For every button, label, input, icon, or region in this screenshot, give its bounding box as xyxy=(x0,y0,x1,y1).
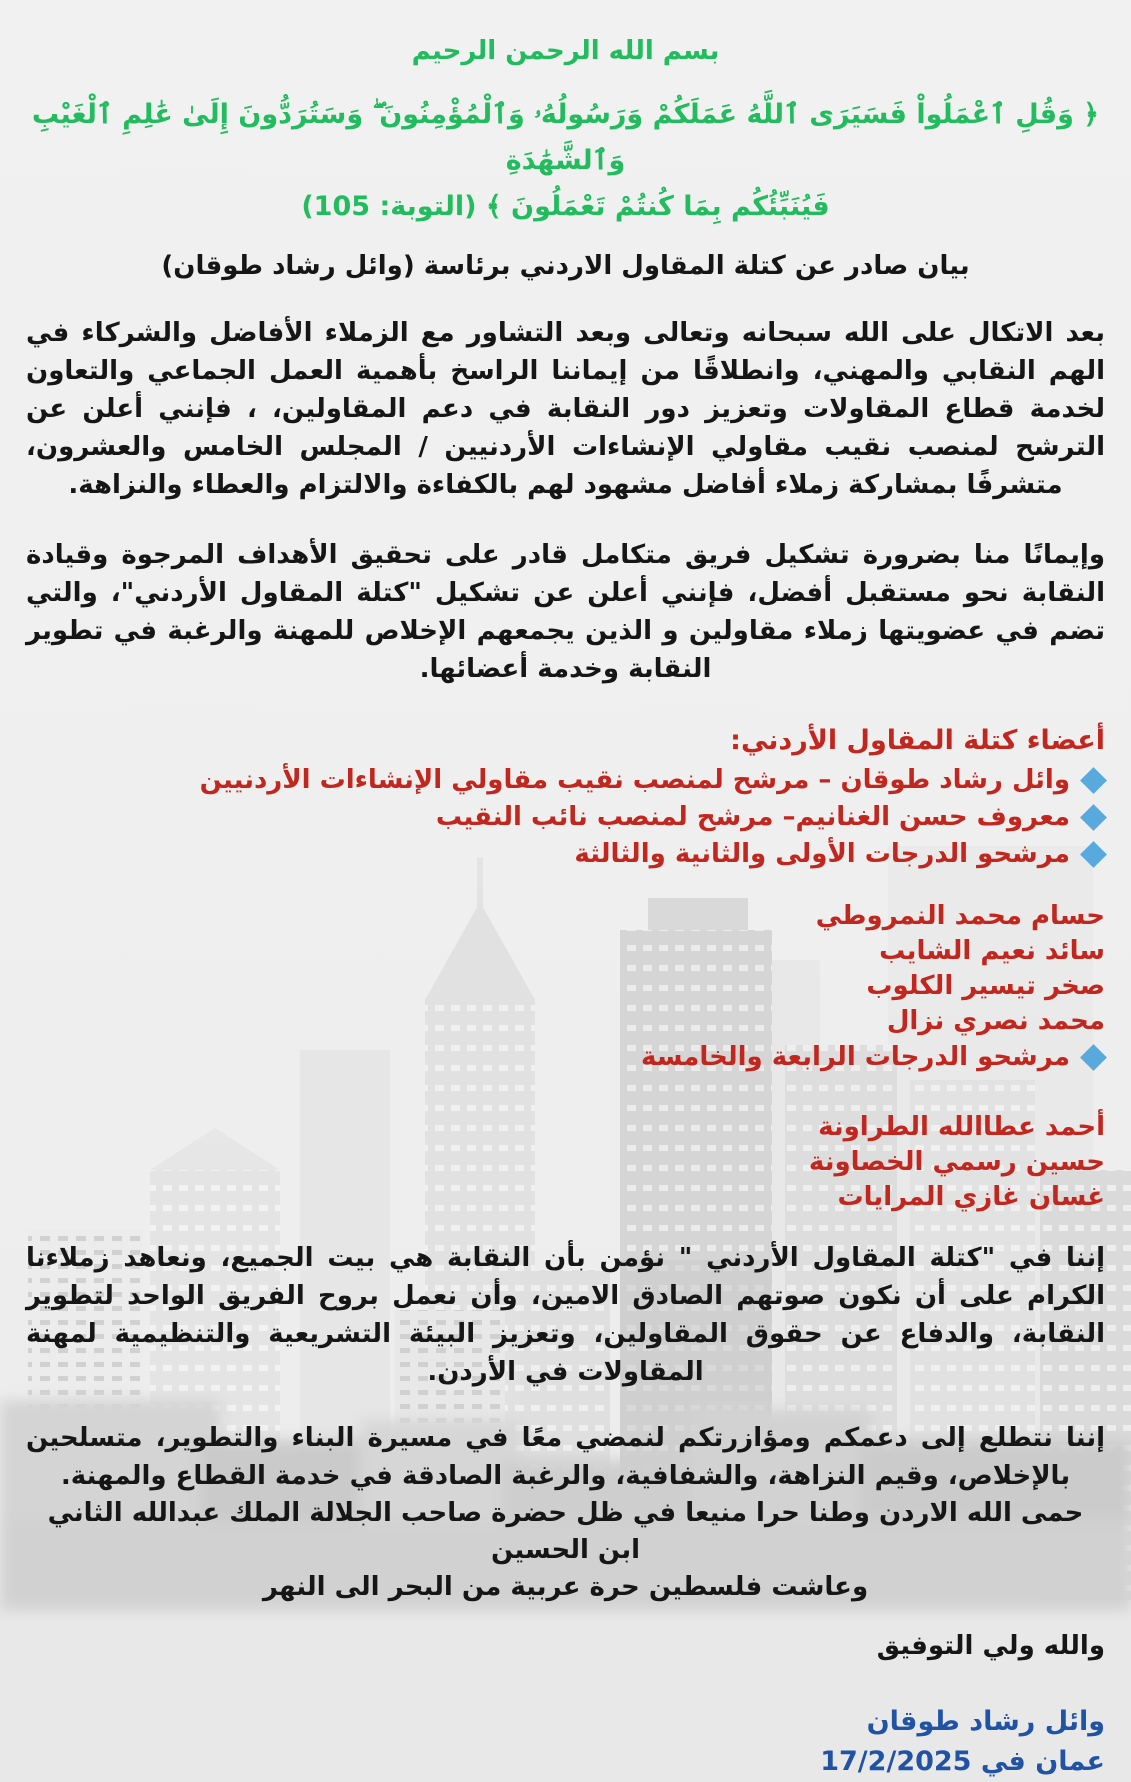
member-name: حسام محمد النمروطي xyxy=(815,901,1105,931)
member-name: غسان غازي المرايات xyxy=(837,1182,1105,1212)
closing-line: والله ولي التوفيق xyxy=(876,1631,1105,1661)
paragraph-support: إننا نتطلع إلى دعمكم ومؤازرتكم لنمضي معًا في مسيرة البناء والتطوير، متسلحين بالإخلاص، وقيم النزاهة، والشفافية، والرغبة الصادقة في خدمة القطاع والمهنة. xyxy=(26,1423,1105,1491)
quran-verse-line2: فَيُنَبِّئُكُم بِمَا كُنتُمْ تَعْمَلُونَ ﴾ (التوبة: 105) xyxy=(301,191,830,222)
paragraph-values: إننا في "كتلة المقاول الأردني " نؤمن بأن النقابة هي بيت الجميع، ونعاهد زملاءنا الكرام على أن نكون صوتهم الصادق الامين، وأن نعمل بروح الفريق الواحد لتطوير النقابة، والدفاع عن حقوق المقاولين، وتعزيز البيئة التشريعية والتنظيمية لمهنة المقاولات في الأردن. xyxy=(26,1243,1105,1387)
palestine-line: وعاشت فلسطين حرة عربية من البحر الى النهر xyxy=(262,1572,869,1602)
paragraph-bloc-formation: وإيمانًا منا بضرورة تشكيل فريق متكامل قادر على تحقيق الأهداف المرجوة وقيادة النقابة نحو مستقبل أفضل، فإنني أعلن عن تشكيل "كتلة المقاول الأردني"، والتي تضم في عضويتها زملاء مقاولين و الذين يجمعهم الإخلاص للمهنة والرغبة في تطوير النقابة وخدمة أعضائها. xyxy=(26,540,1105,684)
quran-verse xyxy=(26,92,1105,230)
signature-name: وائل رشاد طوقان xyxy=(866,1706,1105,1737)
candidate-item-deputy xyxy=(26,799,1105,836)
candidate-item-nakib xyxy=(26,762,1105,799)
candidate-item-grades45 xyxy=(26,1039,1105,1076)
diamond-bullet-icon xyxy=(1080,841,1107,868)
candidates-list xyxy=(26,762,1105,873)
member-name: محمد نصري نزال xyxy=(886,1006,1105,1036)
signature-date: عمان في 17/2/2025 xyxy=(820,1746,1105,1777)
diamond-bullet-icon xyxy=(1080,804,1107,831)
grades123-names-list xyxy=(26,899,1105,1076)
signature-block xyxy=(26,1702,1105,1782)
candidate-label: معروف حسن الغنانيم– مرشح لمنصب نائب النقيب xyxy=(435,802,1070,832)
candidate-label: مرشحو الدرجات الرابعة والخامسة xyxy=(641,1042,1070,1072)
paragraph-intro: بعد الاتكال على الله سبحانه وتعالى وبعد التشاور مع الزملاء الأفاضل والشركاء في الهم النقابي والمهني، وانطلاقًا من إيماننا الراسخ بأهمية العمل الجماعي والتعاون لخدمة قطاع المقاولات وتعزيز دور النقابة في دعم المقاولين، ، فإنني أعلن عن الترشح لمنصب نقيب مقاولي الإنشاءات الأردنيين / المجلس الخامس والعشرون، متشرفًا بمشاركة زملاء أفاضل مشهود لهم بالكفاءة والالتزام والعطاء والنزاهة. xyxy=(26,318,1105,500)
statement-title: بيان صادر عن كتلة المقاول الاردني برئاسة (وائل رشاد طوقان) xyxy=(161,251,970,281)
member-name: صخر تيسير الكلوب xyxy=(866,971,1105,1001)
candidate-item-grades123 xyxy=(26,836,1105,873)
quran-verse-line1: ﴿ وَقُلِ ٱعْمَلُواْ فَسَيَرَى ٱللَّهُ عَمَلَكُمْ وَرَسُولُهُۥ وَٱلْمُؤْمِنُونَ ۖ وَسَتُرَدُّونَ إِلَىٰ عَٰلِمِ ٱلْغَيْبِ وَٱلشَّهَٰدَةِ xyxy=(31,99,1100,176)
member-name: أحمد عطاالله الطراونة xyxy=(818,1112,1105,1142)
members-heading: أعضاء كتلة المقاول الأردني: xyxy=(730,725,1105,756)
member-name: حسين رسمي الخصاونة xyxy=(808,1147,1105,1177)
bismillah: بسم الله الرحمن الرحيم xyxy=(411,36,720,66)
grades45-names-list xyxy=(26,1110,1105,1215)
jordan-blessing-line: حمى الله الاردن وطنا حرا منيعا في ظل حضرة صاحب الجلالة الملك عبدالله الثاني ابن الحسين xyxy=(47,1498,1084,1565)
member-name: سائد نعيم الشايب xyxy=(879,936,1105,966)
diamond-bullet-icon xyxy=(1080,1044,1107,1071)
candidate-label: وائل رشاد طوقان – مرشح لمنصب نقيب مقاولي الإنشاءات الأردنيين xyxy=(199,765,1070,795)
candidate-label: مرشحو الدرجات الأولى والثانية والثالثة xyxy=(574,839,1070,869)
diamond-bullet-icon xyxy=(1080,767,1107,794)
